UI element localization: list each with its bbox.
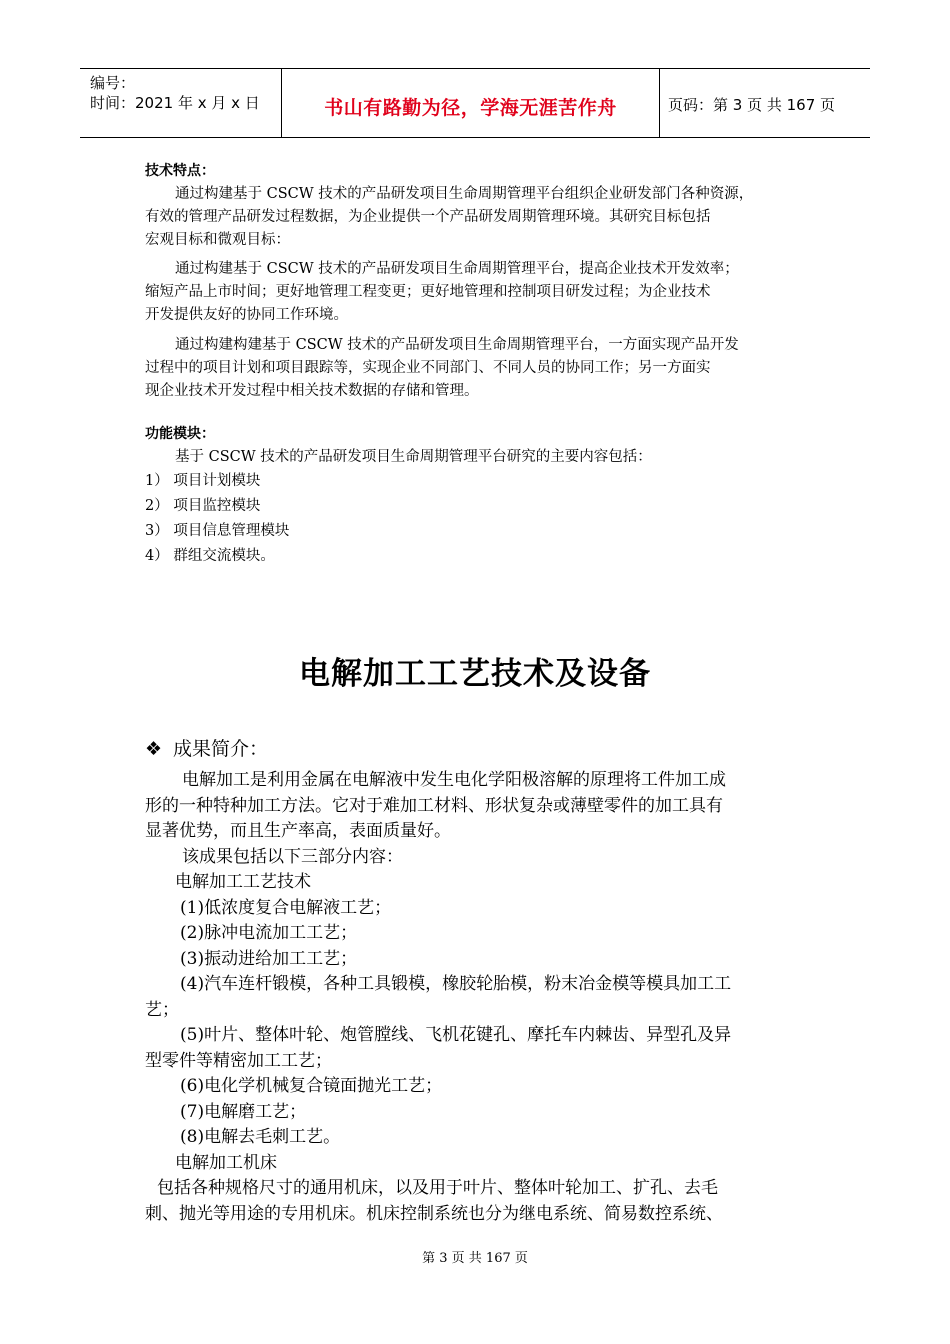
text-line: 该成果包括以下三部分内容： bbox=[182, 846, 403, 867]
section-heading-text: 成果简介： bbox=[173, 738, 269, 760]
text-line: 显著优势，而且生产率高，表面质量好。 bbox=[145, 821, 451, 841]
page-header bbox=[80, 68, 870, 138]
diamond-bullet-icon: ❖ bbox=[145, 738, 163, 760]
text-line: 刺、抛光等用途的专用机床。机床控制系统也分为继电系统、简易数控系统、 bbox=[145, 1203, 723, 1224]
tech-paragraph-2 bbox=[145, 258, 810, 327]
subheading-process: 电解加工工艺技术 bbox=[175, 872, 311, 892]
text-line: 形的一种特种加工方法。它对于难加工材料、形状复杂或薄壁零件的加工具有 bbox=[145, 795, 723, 816]
text-line: 通过构建基于 CSCW 技术的产品研发项目生命周期管理平台组织企业研发部门各种资源， bbox=[175, 186, 754, 202]
header-motto: 书山有路勤为径，学海无涯苦作舟 bbox=[324, 97, 617, 119]
text-line: 开发提供友好的协同工作环境。 bbox=[145, 307, 348, 323]
list-item: (5)叶片、整体叶轮、炮管膛线、飞机花键孔、摩托车内棘齿、异型孔及异 bbox=[180, 1025, 732, 1045]
page-footer: 第 3 页 共 167 页 bbox=[422, 1251, 528, 1266]
list-item: (1)低浓度复合电解液工艺； bbox=[180, 897, 392, 918]
list-item-continued: 艺； bbox=[145, 999, 179, 1020]
text-line: 电解加工是利用金属在电解液中发生电化学阳极溶解的原理将工件加工成 bbox=[182, 770, 726, 790]
list-item: (3)振动进给加工工艺； bbox=[180, 948, 358, 969]
list-item: 1） 项目计划模块 bbox=[145, 473, 261, 489]
list-item: (4)汽车连杆锻模，各种工具锻模，橡胶轮胎模，粉末冶金模等模具加工工 bbox=[180, 974, 732, 994]
body-content bbox=[145, 768, 810, 1227]
text-line: 缩短产品上市时间；更好地管理工程变更；更好地管理和控制项目研发过程；为企业技术 bbox=[145, 284, 711, 300]
subheading-machine: 电解加工机床 bbox=[175, 1152, 277, 1173]
list-item: (8)电解去毛刺工艺。 bbox=[180, 1127, 341, 1147]
modules-heading: 功能模块： bbox=[145, 426, 215, 442]
list-item: 2） 项目监控模块 bbox=[145, 498, 261, 514]
text-line: 包括各种规格尺寸的通用机床，以及用于叶片、整体叶轮加工、扩孔、去毛 bbox=[157, 1178, 718, 1198]
tech-heading: 技术特点： bbox=[145, 163, 215, 179]
text-line: 通过构建基于 CSCW 技术的产品研发项目生命周期管理平台，提高企业技术开发效率； bbox=[175, 261, 739, 277]
list-item: (7)电解磨工艺； bbox=[180, 1101, 307, 1122]
text-line: 有效的管理产品研发过程数据，为企业提供一个产品研发周期管理环境。其研究目标包括 bbox=[145, 209, 711, 225]
text-line: 宏观目标和微观目标： bbox=[145, 232, 290, 248]
list-item: 3） 项目信息管理模块 bbox=[145, 523, 290, 539]
section-heading bbox=[145, 734, 268, 761]
header-number: 编号： bbox=[90, 74, 136, 92]
modules-list bbox=[145, 446, 810, 569]
list-item: (6)电化学机械复合镜面抛光工艺； bbox=[180, 1076, 443, 1096]
text-line: 过程中的项目计划和项目跟踪等，实现企业不同部门、不同人员的协同工作；另一方面实 bbox=[145, 360, 711, 376]
text-line: 通过构建构建基于 CSCW 技术的产品研发项目生命周期管理平台，一方面实现产品开发 bbox=[175, 337, 739, 353]
header-meta bbox=[80, 69, 282, 137]
header-page-cell bbox=[660, 69, 870, 137]
tech-paragraph-1 bbox=[145, 183, 810, 252]
header-time: 时间：2021 年 x 月 x 日 bbox=[90, 94, 260, 112]
header-motto-cell bbox=[282, 69, 660, 137]
list-item: 4） 群组交流模块。 bbox=[145, 548, 275, 564]
list-item: (2)脉冲电流加工工艺； bbox=[180, 923, 358, 943]
text-line: 现企业技术开发过程中相关技术数据的存储和管理。 bbox=[145, 383, 479, 399]
tech-paragraph-3 bbox=[145, 334, 810, 403]
header-page-code: 页码：第 3 页 共 167 页 bbox=[668, 96, 836, 114]
document-title: 电解加工工艺技术及设备 bbox=[299, 656, 651, 692]
modules-intro: 基于 CSCW 技术的产品研发项目生命周期管理平台研究的主要内容包括： bbox=[175, 449, 652, 465]
list-item-continued: 型零件等精密加工工艺； bbox=[145, 1050, 332, 1071]
